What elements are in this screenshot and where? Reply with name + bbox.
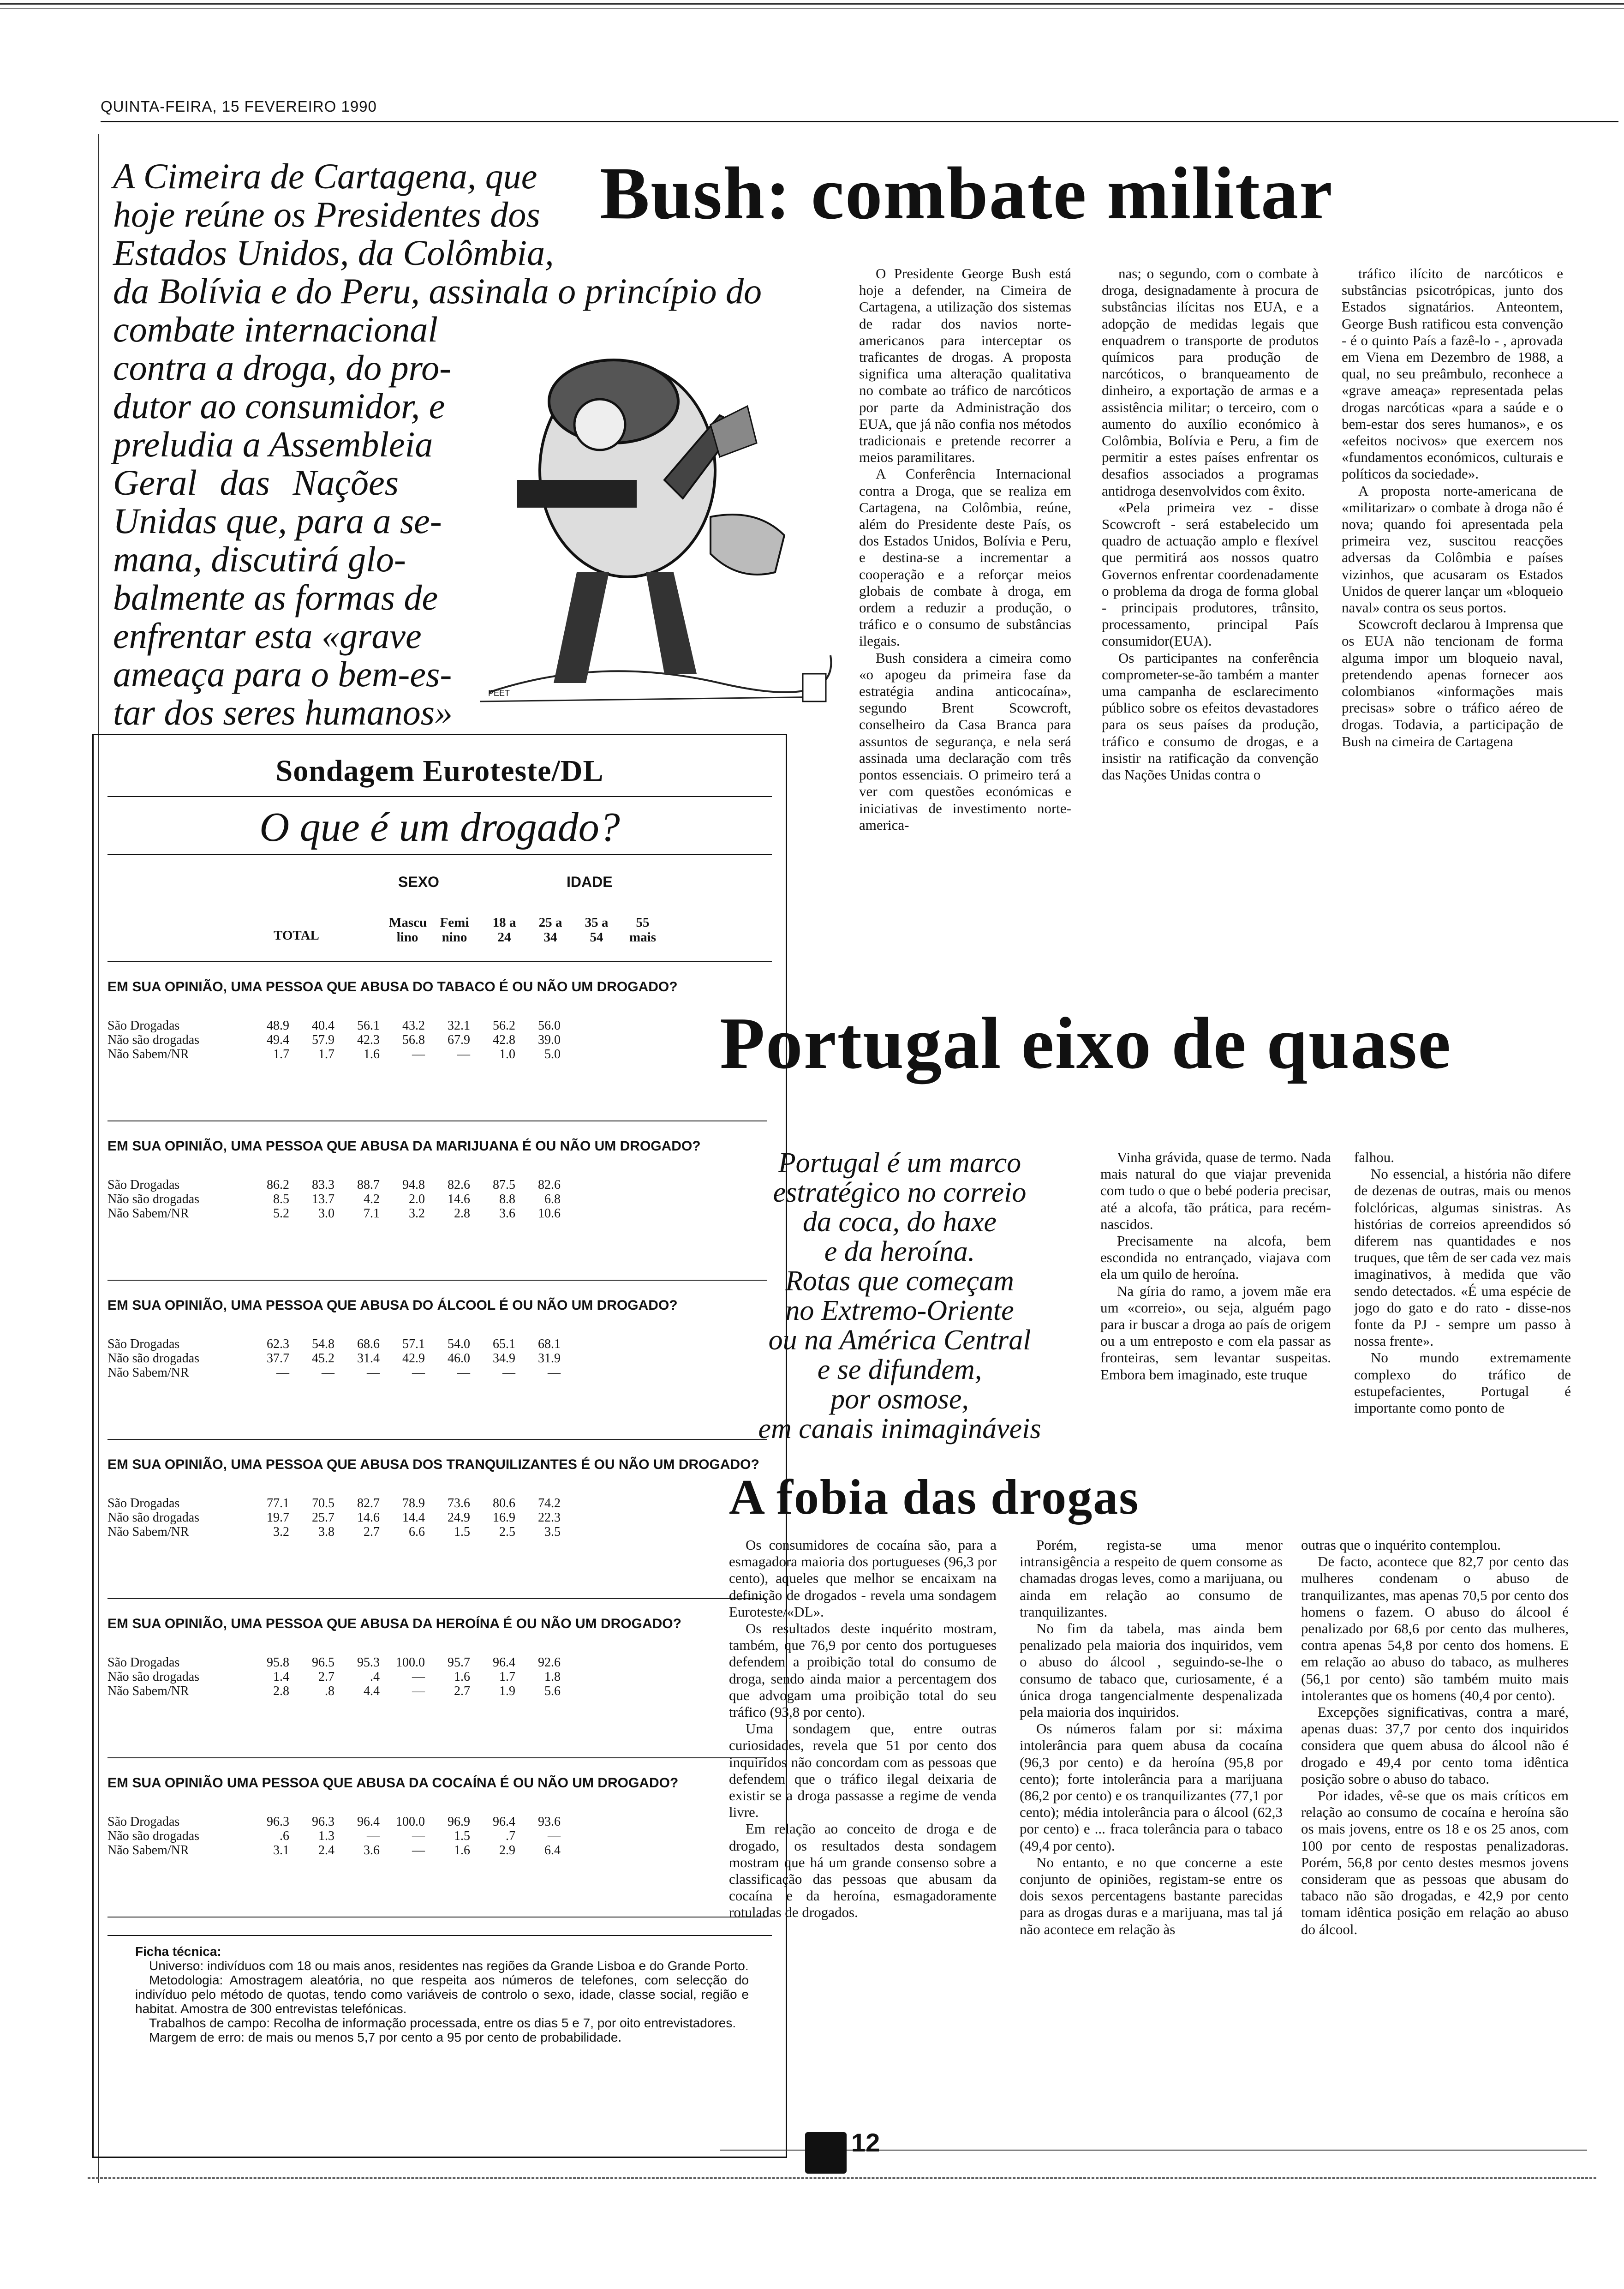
cell-value: 3.1 — [273, 1843, 289, 1858]
cell-value: 100.0 — [396, 1655, 425, 1670]
table-row — [107, 1670, 562, 1684]
survey-title: Sondagem Euroteste/DL — [275, 754, 604, 788]
top-rule — [0, 3, 1624, 5]
cell-value: 96.3 — [267, 1815, 289, 1829]
cell-value: 3.6 — [364, 1843, 380, 1858]
cell-value: 67.9 — [448, 1033, 470, 1047]
cell-value: 94.8 — [402, 1178, 425, 1192]
cell-value: 82.7 — [357, 1496, 380, 1510]
cell-value: 6.8 — [544, 1192, 561, 1206]
intro-line: A Cimeira de Cartagena, que — [113, 156, 537, 196]
cell-value: 74.2 — [538, 1496, 561, 1510]
cell-value: 22.3 — [538, 1510, 561, 1525]
survey-question — [107, 1298, 767, 1380]
cell-value: — — [412, 1366, 425, 1380]
portugal-lead — [729, 1148, 1070, 1444]
table-row — [107, 1655, 562, 1670]
paragraph: Scowcroft declarou à Imprensa que os EUA não tencionam de forma alguma impor um bloqueio naval, pretendendo apenas fornecer aos colombianos «informações mais precisas» sobre o tráfico aéreo de drogas. Todavia, a participação de Bush na cimeira de Cartagena — [1342, 616, 1563, 749]
survey-question — [107, 980, 767, 1061]
cell-value: 88.7 — [357, 1178, 380, 1192]
cell-value: 14.6 — [448, 1192, 470, 1206]
row-label: São Drogadas — [107, 1178, 180, 1192]
article3-col2 — [1020, 1537, 1283, 1938]
table-row — [107, 1178, 562, 1192]
cell-value: 8.5 — [273, 1192, 289, 1206]
lead-line: por osmose, — [830, 1384, 969, 1415]
cell-value: 2.5 — [499, 1525, 515, 1539]
cell-value: — — [412, 1670, 425, 1684]
table-row — [107, 1351, 562, 1366]
cell-value: 3.8 — [318, 1525, 334, 1539]
row-label: Não Sabem/NR — [107, 1047, 189, 1061]
group-idade: IDADE — [567, 874, 613, 890]
page-number: 12 — [851, 2128, 880, 2157]
cell-value: 2.4 — [318, 1843, 334, 1858]
table-row — [107, 1510, 562, 1525]
row-label: Não são drogadas — [107, 1829, 200, 1843]
row-label: Não Sabem/NR — [107, 1206, 189, 1221]
paragraph: Vinha grávida, quase de termo. Nada mais natural do que viajar prevenida com tudo o que o bebé poderia precisar, até a alcofa, tão prática, para recém-nascidos. — [1100, 1149, 1331, 1232]
intro-line: enfrentar esta «grave — [113, 616, 422, 656]
tech-title: Ficha técnica: — [135, 1944, 221, 1959]
cell-value: 1.5 — [454, 1829, 470, 1843]
article2-col2 — [1354, 1149, 1571, 1416]
cell-value: 10.6 — [538, 1206, 561, 1221]
col-d-1: 55 — [636, 915, 650, 930]
intro-line: tar dos seres humanos» — [113, 692, 453, 732]
cell-value: — — [457, 1047, 470, 1061]
table-row — [107, 1337, 562, 1351]
cell-value: 1.7 — [273, 1047, 289, 1061]
soldier-cartoon-icon — [461, 332, 835, 711]
intro-line: da Bolívia e do Peru, assinala o princípio do — [113, 271, 762, 311]
result-table — [107, 1019, 562, 1061]
cell-value: 1.7 — [499, 1670, 515, 1684]
col-b-2: 34 — [543, 930, 557, 945]
cell-value: 96.4 — [493, 1655, 515, 1670]
col-c-2: 54 — [590, 930, 603, 945]
cell-value: 42.3 — [357, 1033, 380, 1047]
table-row — [107, 1366, 562, 1380]
cell-value: .6 — [280, 1829, 289, 1843]
subtitle-rule — [107, 796, 772, 797]
tech-method: Metodologia: Amostragem aleatória, no que respeita aos números de telefones, com selecção do indivíduo pelo método de quotas, tendo como variáveis de controlo o sexo, idade, classe social, região e habitat. Amostra de 300 entrevistas telefónicas. — [135, 1973, 749, 2016]
cell-value: — — [412, 1829, 425, 1843]
cell-value: 54.0 — [448, 1337, 470, 1351]
paragraph: Os números falam por si: máxima intolerância para quem abusa da cocaína (96,3 por cento) e da heroína (95,8 por cento); forte intolerância para a marijuana (86,2 por cento) e os tranquilizantes (77,1 por cento); média intolerância para o álcool (62,3 por cento) e ... fraca tolerância para o tabaco (49,4 por cento). — [1020, 1720, 1283, 1854]
paragraph: A Conferência Internacional contra a Droga, que se realiza em Cartagena, na Colômbia, reúne, além do Presidente deste País, os dos Estados Unidos, Bolívia e Peru, e destina-se a incrementar a cooperação e a reforçar meios globais de combate à droga, em ordem a reduzir a produção, o tráfico e o consumo de substâncias ilegais. — [859, 466, 1071, 649]
cell-value: 49.4 — [267, 1033, 289, 1047]
tech-fieldwork: Trabalhos de campo: Recolha de informação processada, entre os dias 5 e 7, por oito entrevistadores. — [149, 2016, 736, 2030]
cell-value: 3.2 — [273, 1525, 289, 1539]
row-label: Não são drogadas — [107, 1192, 200, 1206]
survey-question — [107, 1139, 767, 1221]
result-table — [107, 1815, 562, 1858]
paragraph: De facto, acontece que 82,7 por cento das mulheres condenam o abuso de tranquilizantes, mas apenas 70,5 por cento dos homens o fazem. O abuso do álcool é penalizado por 68,6 por cento das mulheres, contra apenas 54,8 por cento dos homens. E em relação ao abuso do tabaco, as mulheres (56,1 por cento) são também muito mais intolerantes que os homens (40,4 por cento). — [1301, 1553, 1569, 1703]
header-underline — [107, 961, 772, 962]
cell-value: 1.6 — [454, 1670, 470, 1684]
cell-value: 37.7 — [267, 1351, 289, 1366]
paragraph: Os consumidores de cocaína são, para a esmagadora maioria dos portugueses (96,3 por cento), aqueles que melhor se encaixam na definição de drogados - revela uma sondagem Euroteste/«DL». — [729, 1537, 997, 1620]
cell-value: 57.9 — [312, 1033, 334, 1047]
row-label: São Drogadas — [107, 1655, 180, 1670]
header-rule — [101, 121, 1618, 122]
paragraph: Os participantes na conferência comprometer-se-ão também a manter uma campanha de esclarecimento público sobre os efeitos devastadores para os seus países da produção, tráfico e consumo de drogas, e a insistir na ratificação da convenção das Nações Unidas contra o — [1102, 649, 1319, 783]
question-text: EM SUA OPINIÃO, UMA PESSOA QUE ABUSA DO TABACO É OU NÃO UM DROGADO? — [107, 979, 678, 995]
lead-line: estratégico no correio — [773, 1177, 1027, 1208]
intro-line: Geral das Nações — [113, 462, 399, 503]
cell-value: 1.6 — [364, 1047, 380, 1061]
survey-question — [107, 1457, 767, 1539]
cell-value: 7.1 — [364, 1206, 380, 1221]
cell-value: .4 — [370, 1670, 380, 1684]
cell-value: 1.8 — [544, 1670, 561, 1684]
cell-value: 14.4 — [402, 1510, 425, 1525]
row-label: São Drogadas — [107, 1337, 180, 1351]
cell-value: 42.9 — [402, 1351, 425, 1366]
cell-value: 2.8 — [454, 1206, 470, 1221]
cell-value: 2.8 — [273, 1684, 289, 1698]
cell-value: 70.5 — [312, 1496, 334, 1510]
dl-logo — [805, 2132, 847, 2174]
cell-value: 57.1 — [402, 1337, 425, 1351]
cell-value: — — [367, 1366, 380, 1380]
footer-rule — [720, 2150, 1587, 2151]
lead-line: ou na América Central — [768, 1324, 1031, 1356]
survey-subtitle: O que é um drogado? — [259, 804, 620, 850]
cell-value: — — [412, 1047, 425, 1061]
lead-line: Rotas que começam — [785, 1265, 1014, 1297]
lead-line: em canais inimagináveis — [758, 1413, 1041, 1444]
cell-value: 80.6 — [493, 1496, 515, 1510]
cartoon-signature: PEET — [488, 689, 510, 698]
cell-value: 68.6 — [357, 1337, 380, 1351]
question-divider — [107, 1757, 767, 1758]
cell-value: .8 — [325, 1684, 334, 1698]
row-label: São Drogadas — [107, 1815, 180, 1829]
cell-value: 2.7 — [318, 1670, 334, 1684]
article1-col3 — [1342, 265, 1563, 750]
cell-value: 2.7 — [364, 1525, 380, 1539]
table-row — [107, 1525, 562, 1539]
cell-value: 45.2 — [312, 1351, 334, 1366]
result-table — [107, 1496, 562, 1539]
col-a-1: 18 a — [492, 915, 516, 930]
survey-question — [107, 1776, 767, 1858]
paragraph: tráfico ilícito de narcóticos e substâncias psicotrópicas, junto dos Estados signatários. Anteontem, George Bush ratificou esta convenção - é o quinto País a fazê-lo - , aprovada em Viena em Dezembro de 1988, a qual, no seu preâmbulo, reconhece a «grave ameaça» representada pelas drogas narcóticas «para a saúde e o bem-estar dos seres humanos», e os «efeitos nocivos» que exercem nos «fundamentos económicos, culturais e políticos da sociedade». — [1342, 265, 1563, 482]
cell-value: — — [367, 1829, 380, 1843]
cell-value: 25.7 — [312, 1510, 334, 1525]
cell-value: 87.5 — [493, 1178, 515, 1192]
cell-value: — — [276, 1366, 289, 1380]
cell-value: 40.4 — [312, 1019, 334, 1033]
row-label: Não são drogadas — [107, 1033, 200, 1047]
cell-value: 77.1 — [267, 1496, 289, 1510]
table-row — [107, 1206, 562, 1221]
cell-value: 1.4 — [273, 1670, 289, 1684]
tech-margin: Margem de erro: de mais ou menos 5,7 por cento a 95 por cento de probabilidade. — [149, 2030, 622, 2044]
cell-value: 73.6 — [448, 1496, 470, 1510]
paragraph: No fim da tabela, mas ainda bem penalizado pela maioria dos inquiridos, vem o abuso do álcool , seguindo-se-lhe o consumo de tabaco que, curiosamente, é a única droga tangencialmente despenalizada pela maioria dos inquiridos. — [1020, 1620, 1283, 1720]
cell-value: — — [322, 1366, 334, 1380]
cell-value: 86.2 — [267, 1178, 289, 1192]
group-sexo: SEXO — [398, 874, 439, 890]
lead-line: da coca, do haxe — [802, 1206, 997, 1238]
article3-col3 — [1301, 1537, 1569, 1938]
cell-value: 5.2 — [273, 1206, 289, 1221]
cell-value: 4.2 — [364, 1192, 380, 1206]
col-masc-2: lino — [396, 930, 418, 945]
cell-value: 2.0 — [409, 1192, 425, 1206]
cell-value: 31.9 — [538, 1351, 561, 1366]
lead-line: Portugal é um marco — [778, 1147, 1021, 1179]
cell-value: 68.1 — [538, 1337, 561, 1351]
headline-portugal: Portugal eixo de quase — [720, 1002, 1452, 1084]
headline-bush: Bush: combate militar — [600, 152, 1333, 235]
top-rule-thin — [0, 8, 1624, 9]
col-55 — [624, 915, 661, 945]
question-text: EM SUA OPINIÃO, UMA PESSOA QUE ABUSA DO ÁLCOOL É OU NÃO UM DROGADO? — [107, 1298, 678, 1313]
table-row — [107, 1047, 562, 1061]
row-label: Não Sabem/NR — [107, 1843, 189, 1858]
tech-sheet — [135, 1944, 749, 2044]
col-d-2: mais — [629, 930, 656, 945]
question-text: EM SUA OPINIÃO, UMA PESSOA QUE ABUSA DA HEROÍNA É OU NÃO UM DROGADO? — [107, 1616, 681, 1631]
question-text: EM SUA OPINIÃO UMA PESSOA QUE ABUSA DA COCAÍNA É OU NÃO UM DROGADO? — [107, 1775, 679, 1791]
table-row — [107, 1815, 562, 1829]
cell-value: 24.9 — [448, 1510, 470, 1525]
question-divider — [107, 1280, 767, 1281]
cell-value: 96.4 — [357, 1815, 380, 1829]
cell-value: 48.9 — [267, 1019, 289, 1033]
paragraph: Os resultados deste inquérito mostram, também, que 76,9 por cento dos portugueses defendem a proibição total do consumo de droga, sendo ainda maior a percentagem dos que advogam uma proibição total do seu tráfico (93,8 por cento). — [729, 1620, 997, 1720]
cell-value: 78.9 — [402, 1496, 425, 1510]
cell-value: 14.6 — [357, 1510, 380, 1525]
cell-value: — — [548, 1366, 561, 1380]
result-table — [107, 1178, 562, 1221]
subtitle-rule-2 — [107, 854, 772, 855]
cell-value: 95.8 — [267, 1655, 289, 1670]
paragraph: No mundo extremamente complexo do tráfico de estupefacientes, Portugal é importante como ponto de — [1354, 1349, 1571, 1416]
table-row — [107, 1496, 562, 1510]
cell-value: 96.4 — [493, 1815, 515, 1829]
col-a-2: 24 — [497, 930, 511, 945]
table-row — [107, 1192, 562, 1206]
cell-value: 96.9 — [448, 1815, 470, 1829]
cell-value: 39.0 — [538, 1033, 561, 1047]
row-label: Não são drogadas — [107, 1670, 200, 1684]
question-divider — [107, 1598, 767, 1599]
row-label: Não Sabem/NR — [107, 1366, 189, 1380]
cell-value: 92.6 — [538, 1655, 561, 1670]
cell-value: 93.6 — [538, 1815, 561, 1829]
row-label: São Drogadas — [107, 1496, 180, 1510]
cell-value: — — [548, 1829, 561, 1843]
cell-value: 6.4 — [544, 1843, 561, 1858]
row-label: Não são drogadas — [107, 1351, 200, 1366]
cell-value: 1.0 — [499, 1047, 515, 1061]
cell-value: 62.3 — [267, 1337, 289, 1351]
col-total: TOTAL — [274, 928, 319, 943]
cell-value: 56.8 — [402, 1033, 425, 1047]
cell-value: 5.0 — [544, 1047, 561, 1061]
paragraph: A proposta norte-americana de «militarizar» o combate à droga não é nova; quando foi apresentada pela primeira vez, suscitou reacções adversas da Colômbia e países vizinhos, que acusaram os Estados Unidos de querer lançar um «bloqueio naval» contra os seus portos. — [1342, 482, 1563, 616]
question-divider — [107, 1439, 767, 1440]
lead-line: no Extremo-Oriente — [785, 1295, 1014, 1326]
intro-line: contra a droga, do pro- — [113, 348, 452, 388]
table-row — [107, 1019, 562, 1033]
cell-value: 96.3 — [312, 1815, 334, 1829]
cell-value: 6.6 — [409, 1525, 425, 1539]
cell-value: — — [412, 1684, 425, 1698]
paragraph: Precisamente na alcofa, bem escondida no entrançado, viajava com ela um quilo de heroína. — [1100, 1233, 1331, 1282]
cell-value: 16.9 — [493, 1510, 515, 1525]
lead-line: e se difundem, — [817, 1354, 982, 1385]
cell-value: 56.0 — [538, 1019, 561, 1033]
question-text: EM SUA OPINIÃO, UMA PESSOA QUE ABUSA DA MARIJUANA É OU NÃO UM DROGADO? — [107, 1139, 701, 1154]
cell-value: 1.3 — [318, 1829, 334, 1843]
tech-universe: Universo: indivíduos com 18 ou mais anos, residentes nas regiões da Grande Lisboa e do Grande Porto. — [149, 1959, 749, 1973]
cell-value: 56.2 — [493, 1019, 515, 1033]
page-date: QUINTA-FEIRA, 15 FEVEREIRO 1990 — [101, 98, 377, 115]
lead-line: e da heroína. — [824, 1236, 975, 1267]
cell-value: 1.6 — [454, 1843, 470, 1858]
intro-line: Unidas que, para a se- — [113, 501, 442, 541]
article2-col1 — [1100, 1149, 1331, 1383]
paragraph: O Presidente George Bush está hoje a defender, na Cimeira de Cartagena, a utilização dos sistemas de radar dos navios norte-americanos para interceptar os traficantes de drogas. A proposta significa uma alteração qualitativa no combate ao tráfico de narcóticos por parte da Administração dos EUA, que já não confia nos métodos tradicionais e pretende recorrer a meios paramilitares. — [859, 265, 1071, 466]
cell-value: 54.8 — [312, 1337, 334, 1351]
col-c-1: 35 a — [585, 915, 609, 930]
col-fem-2: nino — [442, 930, 467, 945]
tech-rule — [107, 1935, 772, 1936]
cell-value: 95.3 — [357, 1655, 380, 1670]
intro-line: preludia a Assembleia — [113, 424, 433, 464]
cell-value: 65.1 — [493, 1337, 515, 1351]
paragraph: falhou. — [1354, 1149, 1394, 1165]
article3-col1 — [729, 1537, 997, 1921]
intro-line: ameaça para o bem-es- — [113, 654, 452, 694]
cell-value: 2.7 — [454, 1684, 470, 1698]
survey-question — [107, 1617, 767, 1698]
paragraph: No essencial, a história não difere de dezenas de outras, mais ou menos folclóricas, algumas sinistras. As histórias de correios apreendidos só diferem nas quantidades e nos truques, que têm de ser cada vez mais imaginativos, à medida que vão sendo detectados. «É uma espécie de jogo do gato e do rato - disse-nos fonte da PJ - sempre um passo à nossa frente». — [1354, 1166, 1571, 1349]
row-label: Não são drogadas — [107, 1510, 200, 1525]
cell-value: 43.2 — [402, 1019, 425, 1033]
cell-value: — — [502, 1366, 515, 1380]
paragraph: Porém, regista-se uma menor intransigência a respeito de quem consome as chamadas drogas leves, como a marijuana, ou ainda em relação ao consumo de tranquilizantes. — [1020, 1537, 1283, 1620]
cell-value: 1.5 — [454, 1525, 470, 1539]
cell-value: 56.1 — [357, 1019, 380, 1033]
col-18-24 — [486, 915, 523, 945]
cell-value: — — [457, 1366, 470, 1380]
article1-col1 — [859, 265, 1071, 833]
paragraph: «Pela primeira vez - disse Scowcroft - será estabelecido um quadro de actuação amplo e flexível que permitirá aos nossos quatro Governos enfrentar coordenadamente o problema da droga de forma global - principais produtores, trânsito, processamento, principal País consumidor(EUA). — [1102, 499, 1319, 649]
paragraph: outras que o inquérito contemplou. — [1301, 1537, 1501, 1553]
result-table — [107, 1655, 562, 1698]
cell-value: 82.6 — [448, 1178, 470, 1192]
result-table — [107, 1337, 562, 1380]
paragraph: nas; o segundo, com o combate à droga, designadamente à procura de substâncias ilícitas nos EUA, e a adopção de medidas legais que enquadrem o transporte de produtos químicos para produção de narcóticos, o branqueamento de dinheiro, a exportação de armas e a assistência militar; o terceiro, com o aumento do auxílio económico à Colômbia, Bolívia e Peru, a fim de permitir a estes países enfrentar os desafios associados a programas antidroga desenvolvidos com êxito. — [1102, 265, 1319, 499]
paragraph: Excepções significativas, contra a maré, apenas duas: 37,7 por cento dos inquiridos considera que quem abusa do álcool não é drogado e 49,4 por cento toma idêntica posição sobre o abuso do tabaco. — [1301, 1704, 1569, 1787]
cell-value: 13.7 — [312, 1192, 334, 1206]
cell-value: 8.8 — [499, 1192, 515, 1206]
paragraph: Por idades, vê-se que os mais críticos em relação ao consumo de cocaína e heroína são os mais jovens, entre os 18 e os 25 anos, com 100 por cento de respostas penalizadoras. Porém, 56,8 por cento destes mesmos jovens consideram que as pessoas que abusam do tabaco não são drogadas, e 42,9 por cento tomam idêntica posição em relação ao abuso do álcool. — [1301, 1787, 1569, 1937]
col-fem — [436, 915, 473, 945]
table-row — [107, 1829, 562, 1843]
intro-line: hoje reúne os Presidentes dos — [113, 194, 540, 234]
survey-box — [92, 734, 787, 2158]
cell-value: 96.5 — [312, 1655, 334, 1670]
cell-value: 46.0 — [448, 1351, 470, 1366]
cell-value: — — [412, 1843, 425, 1858]
footer-rule-dashed — [88, 2177, 1596, 2179]
cell-value: 42.8 — [493, 1033, 515, 1047]
cell-value: 3.5 — [544, 1525, 561, 1539]
cartoon-illustration — [461, 332, 835, 711]
paragraph: No entanto, e no que concerne a este conjunto de opiniões, registam-se entre os dois sexos percentagens bastante parecidas para as drogas duras e a marijuana, mas tal já não acontece em relação às — [1020, 1854, 1283, 1937]
col-25-34 — [532, 915, 569, 945]
row-label: Não Sabem/NR — [107, 1525, 189, 1539]
table-row — [107, 1033, 562, 1047]
col-35-54 — [578, 915, 615, 945]
intro-line: dutor ao consumidor, e — [113, 386, 445, 426]
col-masc — [389, 915, 426, 945]
cell-value: 32.1 — [448, 1019, 470, 1033]
intro-line: combate internacional — [113, 309, 438, 349]
intro-line: mana, discutirá glo- — [113, 539, 406, 579]
cell-value: 83.3 — [312, 1178, 334, 1192]
col-masc-1: Mascu — [389, 915, 427, 930]
cell-value: 100.0 — [396, 1815, 425, 1829]
cell-value: 2.9 — [499, 1843, 515, 1858]
cell-value: 3.6 — [499, 1206, 515, 1221]
paragraph: Bush considera a cimeira como «o apogeu da primeira fase da estratégia andina anticocaína», segundo Brent Scowcroft, conselheiro da Casa Branca para assuntos de segurança, e nela será assinada uma declaração com três pontos essenciais. O primeiro terá a ver com questões económicas e iniciativas de investimento norte-america- — [859, 649, 1071, 833]
paragraph: Uma sondagem que, entre outras curiosidades, revela que 51 por cento dos inquiridos não concordam com as pessoas que defendem que o tráfico ilegal deixaria de existir se a droga passasse a regime de venda livre. — [729, 1720, 997, 1821]
cell-value: 3.2 — [409, 1206, 425, 1221]
cell-value: 5.6 — [544, 1684, 561, 1698]
intro-line: Estados Unidos, da Colômbia, — [113, 233, 554, 273]
table-row — [107, 1684, 562, 1698]
cell-value: 95.7 — [448, 1655, 470, 1670]
col-fem-1: Femi — [440, 915, 469, 930]
cell-value: 34.9 — [493, 1351, 515, 1366]
article1-col2 — [1102, 265, 1319, 783]
cell-value: 3.0 — [318, 1206, 334, 1221]
cell-value: 19.7 — [267, 1510, 289, 1525]
intro-line: balmente as formas de — [113, 577, 438, 617]
paragraph: Em relação ao conceito de droga e de drogado, os resultados desta sondagem mostram que há um grande consenso sobre a classificação das pessoas que abusam da cocaína e da heroína, esmagadoramente rotuladas de drogados. — [729, 1821, 997, 1921]
row-label: Não Sabem/NR — [107, 1684, 189, 1698]
row-label: São Drogadas — [107, 1019, 180, 1033]
cell-value: 1.7 — [318, 1047, 334, 1061]
cell-value: .7 — [506, 1829, 515, 1843]
cell-value: 31.4 — [357, 1351, 380, 1366]
cell-value: 4.4 — [364, 1684, 380, 1698]
cell-value: 1.9 — [499, 1684, 515, 1698]
table-row — [107, 1843, 562, 1858]
headline-fobia: A fobia das drogas — [729, 1470, 1140, 1525]
question-text: EM SUA OPINIÃO, UMA PESSOA QUE ABUSA DOS TRANQUILIZANTES É OU NÃO UM DROGADO? — [107, 1457, 759, 1472]
col-b-1: 25 a — [538, 915, 562, 930]
cell-value: 82.6 — [538, 1178, 561, 1192]
paragraph: Na gíria do ramo, a jovem mãe era um «correio», ou seja, alguém pago para ir buscar a droga ao país de origem ou a um entreposto e com ela passar as fronteiras, sem levantar suspeitas. Embora bem imaginado, este truque — [1100, 1282, 1331, 1383]
